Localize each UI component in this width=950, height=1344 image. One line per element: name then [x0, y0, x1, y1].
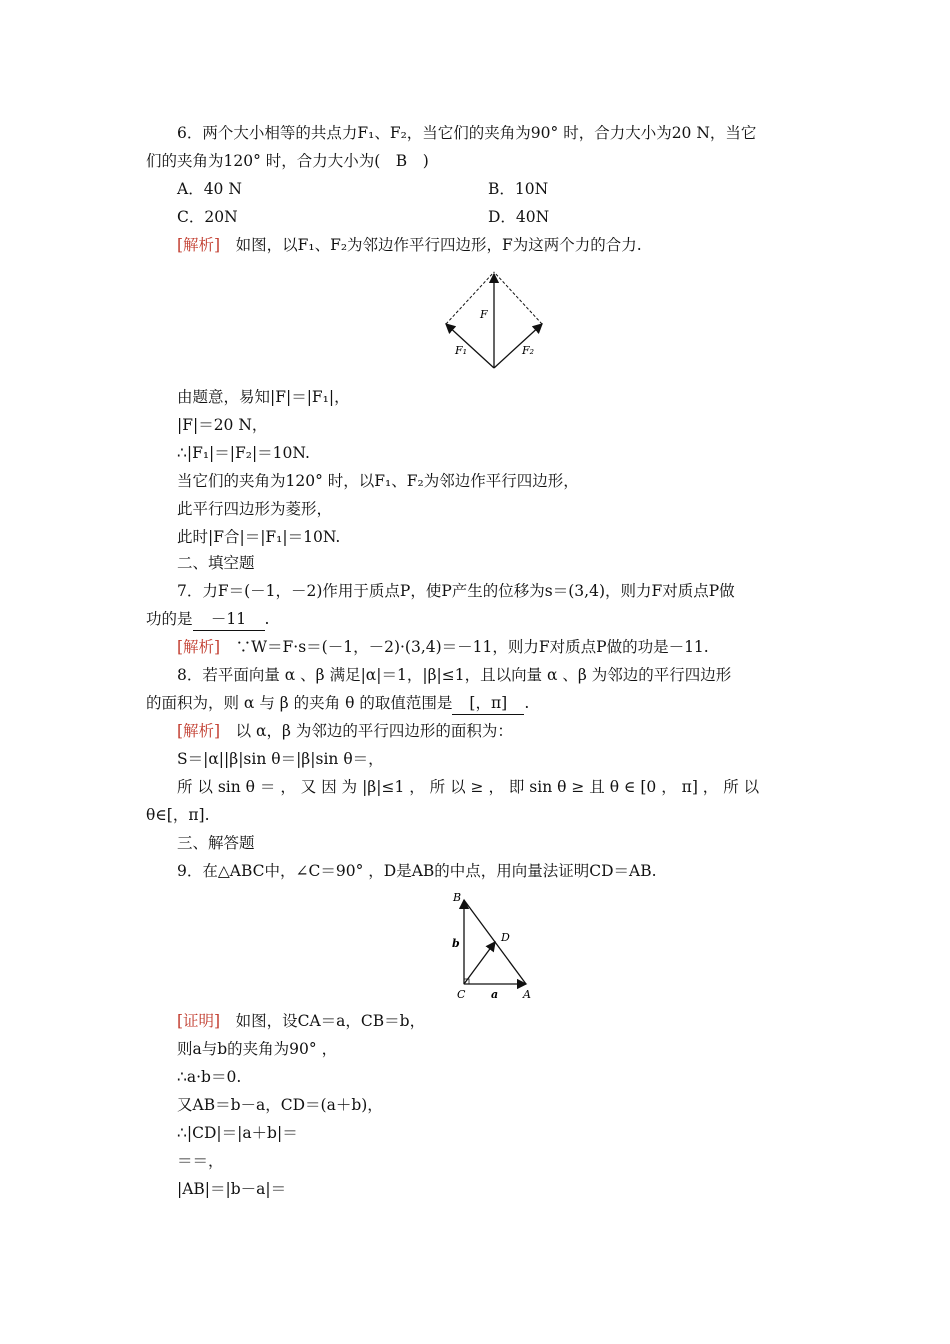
- q7-line1: 7．力F＝(－1，－2)作用于质点P，使P产生的位移为s＝(3,4)，则力F对质点P做: [177, 582, 735, 600]
- q8-prefix: 的面积为，则 α 与 β 的夹角 θ 的取值范围是: [146, 694, 453, 712]
- q8-step2: 所 以 sin θ ＝ ， 又 因 为 |β|≤1 ， 所 以 ≥ ， 即 sin θ ≥ 且 θ ∈ [0 ， π] ， 所 以: [177, 778, 760, 796]
- q7-line2: [146, 608, 269, 631]
- analysis-text: ∵W＝F·s＝(－1，－2)·(3,4)＝－11，则力F对质点P做的功是－11.: [220, 638, 709, 656]
- q7-analysis: [177, 636, 709, 658]
- q6-step4: 当它们的夹角为120° 时，以F₁、F₂为邻边作平行四边形，: [177, 472, 579, 490]
- label-vec-a: a: [491, 988, 499, 1001]
- q9-step5: ＝＝，: [177, 1152, 224, 1170]
- q8-analysis: [177, 720, 513, 742]
- q8-step3: θ∈[，π].: [146, 806, 210, 824]
- label-vec-b: b: [452, 937, 460, 950]
- q9-step1: 则a与b的夹角为90° ，: [177, 1040, 338, 1058]
- q6-line1: 6．两个大小相等的共点力F₁、F₂，当它们的夹角为90° 时，合力大小为20 N，当它: [177, 124, 757, 142]
- q8-answer-blank: [，π]: [452, 692, 524, 715]
- label-f1: F₁: [455, 344, 468, 357]
- q6-step1: 由题意，易知|F|＝|F₁|，: [177, 388, 350, 406]
- q8-suffix: .: [524, 694, 530, 712]
- q6-step6: 此时|F合|＝|F₁|＝10N.: [177, 528, 341, 546]
- q6-step2: |F|＝20 N，: [177, 416, 268, 434]
- label-d: D: [501, 931, 510, 944]
- force-f2-arrow: [494, 324, 542, 368]
- q8-line2: [146, 692, 529, 715]
- q9-step6: |AB|＝|b－a|＝: [177, 1180, 287, 1198]
- q9-step3: 又AB＝b－a，CD＝(a＋b)，: [177, 1096, 383, 1114]
- vector-cd-arrow: [464, 942, 495, 984]
- q7-prefix: 功的是: [146, 610, 193, 628]
- q6-option-b: B．10N: [488, 180, 549, 198]
- q6-option-c: C．20N: [177, 208, 238, 226]
- q9-step2: ∴a·b＝0.: [177, 1068, 242, 1086]
- q9-step4: ∴|CD|＝|a＋b|＝: [177, 1124, 298, 1142]
- dashed-side-right: [494, 272, 542, 324]
- analysis-text: 如图，以F₁、F₂为邻边作平行四边形，F为这两个力的合力.: [220, 236, 642, 254]
- right-triangle-figure: [446, 888, 542, 1002]
- section-fill-in: 二、填空题: [177, 554, 255, 572]
- q7-suffix: .: [264, 610, 270, 628]
- q6-step3: ∴|F₁|＝|F₂|＝10N.: [177, 444, 310, 462]
- analysis-tag: [解析]: [177, 722, 221, 740]
- q6-step5: 此平行四边形为菱形，: [177, 500, 333, 518]
- q8-step1: S＝|α||β|sin θ＝|β|sin θ＝，: [177, 750, 384, 768]
- q6-line2: 们的夹角为120° 时，合力大小为( B ): [146, 152, 429, 170]
- analysis-text: 以 α，β 为邻边的平行四边形的面积为：: [220, 722, 513, 740]
- label-f: F: [480, 308, 488, 321]
- label-c: C: [457, 988, 466, 1001]
- q8-line1: 8．若平面向量 α 、β 满足|α|＝1，|β|≤1，且以向量 α 、β 为邻边的平行四边形: [177, 666, 732, 684]
- q7-answer-blank: －11: [193, 608, 265, 631]
- proof-tag: [证明]: [177, 1012, 221, 1030]
- analysis-tag: [解析]: [177, 638, 221, 656]
- section-answer: 三、解答题: [177, 834, 255, 852]
- q6-analysis: [177, 234, 642, 256]
- q9-line1: 9．在△ABC中，∠C＝90° ，D是AB的中点，用向量法证明CD＝AB.: [177, 862, 657, 880]
- q6-option-a: A．40 N: [177, 180, 242, 198]
- label-a: A: [523, 988, 531, 1001]
- label-b: B: [453, 891, 462, 904]
- force-f1-arrow: [446, 324, 494, 368]
- q9-proof: [177, 1010, 425, 1032]
- q6-option-d: D．40N: [488, 208, 550, 226]
- proof-text: 如图，设CA＝a，CB＝b，: [220, 1012, 426, 1030]
- force-parallelogram-figure: [438, 268, 550, 374]
- label-f2: F₂: [522, 344, 535, 357]
- analysis-tag: [解析]: [177, 236, 221, 254]
